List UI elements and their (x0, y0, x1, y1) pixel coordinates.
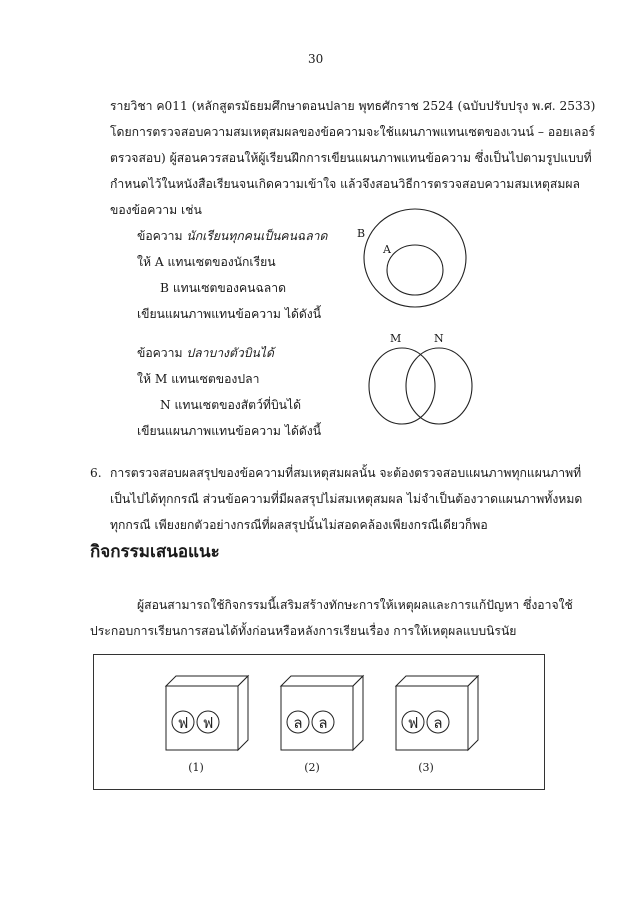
example1-let-b: B แทนเซตของคนฉลาด (160, 281, 287, 295)
box-3-caption: (3) (418, 761, 434, 774)
box-1-caption: (1) (188, 761, 204, 774)
venn-label-n: N (434, 332, 444, 345)
item6-number: 6. (90, 466, 102, 480)
example1-draw: เขียนแผนภาพแทนข้อความ ได้ดังนี้ (137, 307, 322, 321)
para1-line-5: ของข้อความ เช่น (110, 203, 202, 217)
box-2 (281, 676, 363, 750)
para1-line-1: รายวิชา ค011 (หลักสูตรมัธยมศึกษาตอนปลาย พุทธศักราช 2524 (ฉบับปรับปรุง พ.ศ. 2533) (110, 99, 596, 113)
example1-statement-text: นักเรียนทุกคนเป็นคนฉลาด (186, 229, 328, 243)
activity-line-1: ผู้สอนสามารถใช้กิจกรรมนี้เสริมสร้างทักษะการให้เหตุผลและการแก้ปัญหา ซึ่งอาจใช้ (137, 598, 573, 612)
box-2-right-char: ล (318, 714, 328, 732)
section-heading: กิจกรรมเสนอแนะ (90, 542, 220, 562)
box-2-caption: (2) (304, 761, 320, 774)
box-3 (396, 676, 478, 750)
example2-statement-text: ปลาบางตัวบินได้ (186, 346, 274, 360)
box-1 (166, 676, 248, 750)
page-number: 30 (308, 52, 324, 66)
item6-line-3: ทุกกรณี เพียงยกตัวอย่างกรณีที่ผลสรุปนั้นไม่สอดคล้องเพียงกรณีเดียวก็พอ (110, 518, 488, 532)
para1-line-4: กำหนดไว้ในหนังสือเรียนจนเกิดความเข้าใจ แล้วจึงสอนวิธีการตรวจสอบความสมเหตุสมผล (110, 177, 581, 191)
example1-let-a: ให้ A แทนเซตของนักเรียน (137, 255, 276, 269)
example2-let-n: N แทนเซตของสัตว์ที่บินได้ (160, 398, 302, 412)
box-2-left-char: ล (293, 714, 303, 732)
box-3-right-char: ล (433, 714, 443, 732)
venn-label-m: M (390, 332, 402, 345)
venn-label-a: A (383, 243, 391, 256)
venn-label-b: B (357, 227, 366, 240)
activity-line-2: ประกอบการเรียนการสอนได้ทั้งก่อนหรือหลังการเรียนเรื่อง การให้เหตุผลแบบนิรนัย (90, 624, 517, 638)
example2-let-m: ให้ M แทนเซตของปลา (137, 372, 260, 386)
item6-line-2: เป็นไปได้ทุกกรณี ส่วนข้อความที่มีผลสรุปไม่สมเหตุสมผล ไม่จำเป็นต้องวาดแผนภาพทั้งหมด (110, 492, 583, 506)
box-1-right-char: ฟ (202, 714, 214, 732)
box-3-left-char: ฟ (407, 714, 419, 732)
example2-draw: เขียนแผนภาพแทนข้อความ ได้ดังนี้ (137, 424, 322, 438)
example2-prefix: ข้อความ (137, 346, 187, 360)
para1-line-3: ตรวจสอบ) ผู้สอนควรสอนให้ผู้เรียนฝึกการเขียนแผนภาพแทนข้อความ ซึ่งเป็นไปตามรูปแบบที่ (110, 151, 592, 165)
example1-prefix: ข้อความ (137, 229, 187, 243)
item6-line-1: การตรวจสอบผลสรุปของข้อความที่สมเหตุสมผลนั้น จะต้องตรวจสอบแผนภาพทุกแผนภาพที่ (110, 466, 582, 480)
para1-line-2: โดยการตรวจสอบความสมเหตุสมผลของข้อความจะใช้แผนภาพแทนเซตของเวนน์ – ออยเลอร์ (110, 125, 596, 139)
box-1-left-char: ฟ (177, 714, 189, 732)
